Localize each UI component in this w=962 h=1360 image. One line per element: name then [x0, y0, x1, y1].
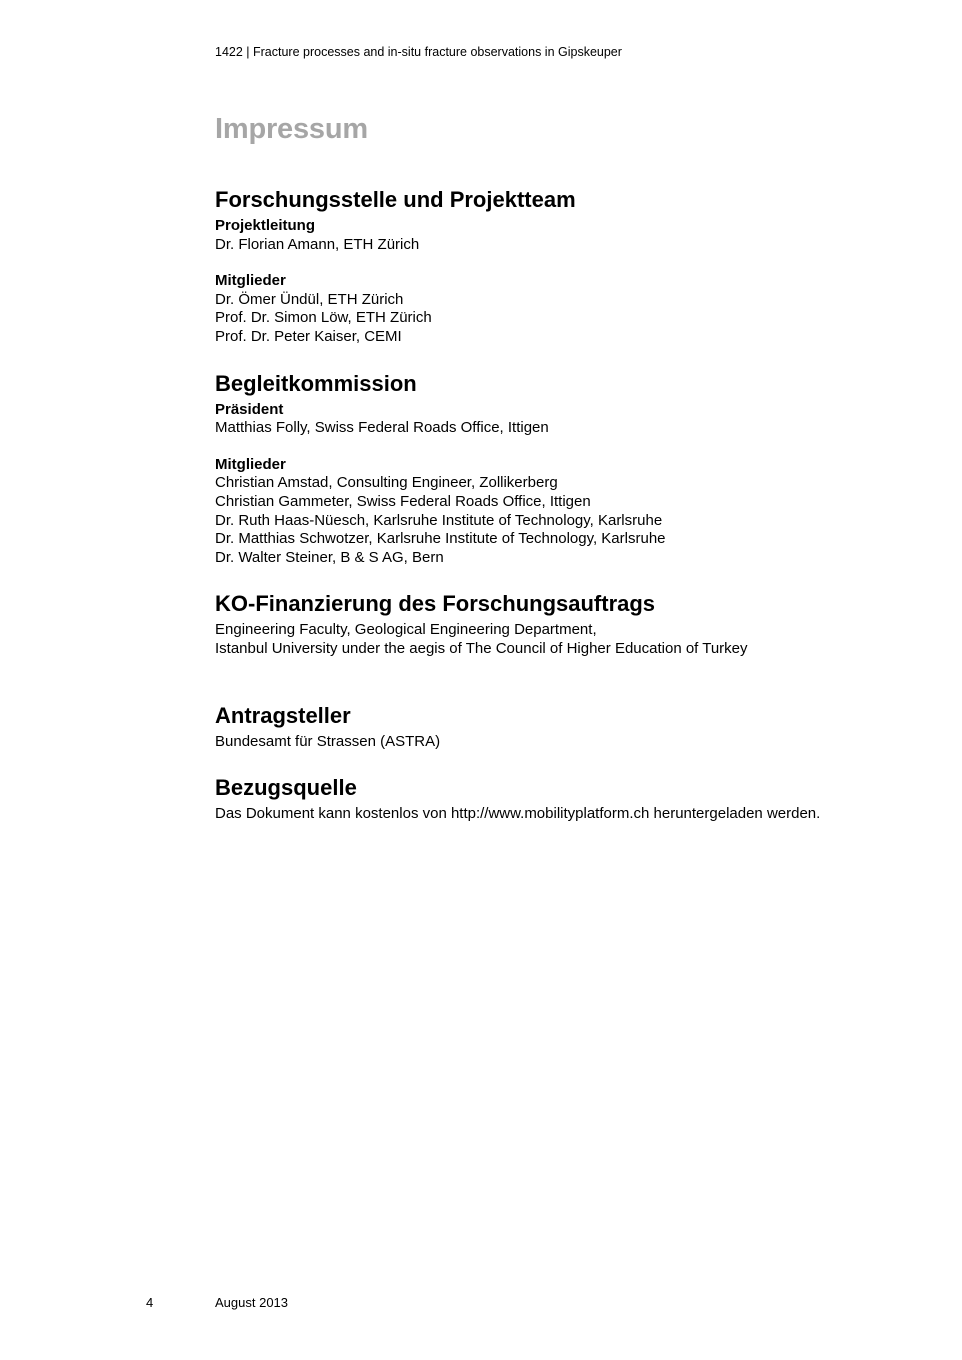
section-heading-bezugsquelle: Bezugsquelle [215, 775, 357, 801]
source-text: Das Dokument kann kostenlos von http://www.mobilityplatform.ch heruntergeladen werden. [215, 805, 821, 823]
section-forschungsstelle [215, 186, 852, 347]
section-heading-ko-finanzierung: KO-Finanzierung des Forschungsauftrags [215, 591, 656, 617]
member-entry: Dr. Matthias Schwotzer, Karlsruhe Institute of Technology, Karlsruhe [215, 530, 666, 548]
impressum-content [215, 186, 852, 824]
subheading-projektleitung: Projektleitung [215, 217, 316, 234]
section-heading-begleitkommission: Begleitkommission [215, 370, 417, 396]
page-number: 4 [146, 1295, 154, 1310]
subheading-praesident: Präsident [215, 400, 284, 418]
member-entry: Dr. Walter Steiner, B & S AG, Bern [215, 548, 444, 566]
funding-line: Istanbul University under the aegis of The Council of Higher Education of Turkey [215, 639, 748, 657]
member-entry: Prof. Dr. Peter Kaiser, CEMI [215, 327, 402, 345]
section-heading-forschungsstelle: Forschungsstelle und Projektteam [215, 187, 576, 212]
funding-line: Engineering Faculty, Geological Engineering Department, [215, 621, 597, 639]
section-begleitkommission [215, 370, 852, 568]
member-entry: Dr. Ruth Haas-Nüesch, Karlsruhe Institute of Technology, Karlsruhe [215, 511, 663, 529]
applicant-line: Bundesamt für Strassen (ASTRA) [215, 732, 441, 750]
running-header: 1422 | Fracture processes and in-situ fracture observations in Gipskeuper [215, 45, 622, 59]
section-ko-finanzierung [215, 590, 852, 658]
section-heading-antragsteller: Antragsteller [215, 702, 351, 728]
member-entry: Prof. Dr. Simon Löw, ETH Zürich [215, 309, 432, 327]
president-entry: Matthias Folly, Swiss Federal Roads Office, Ittigen [215, 419, 549, 437]
member-entry: Dr. Ömer Ündül, ETH Zürich [215, 290, 404, 308]
subheading-mitglieder: Mitglieder [215, 455, 286, 473]
section-antragsteller [215, 702, 852, 752]
lead-entry: Dr. Florian Amann, ETH Zürich [215, 235, 420, 253]
member-entry: Christian Amstad, Consulting Engineer, Zollikerberg [215, 474, 558, 492]
footer-date: August 2013 [215, 1295, 289, 1310]
subheading-mitglieder: Mitglieder [215, 272, 286, 290]
member-entry: Christian Gammeter, Swiss Federal Roads Office, Ittigen [215, 492, 591, 510]
page-title: Impressum [215, 113, 368, 145]
section-bezugsquelle [215, 774, 852, 824]
